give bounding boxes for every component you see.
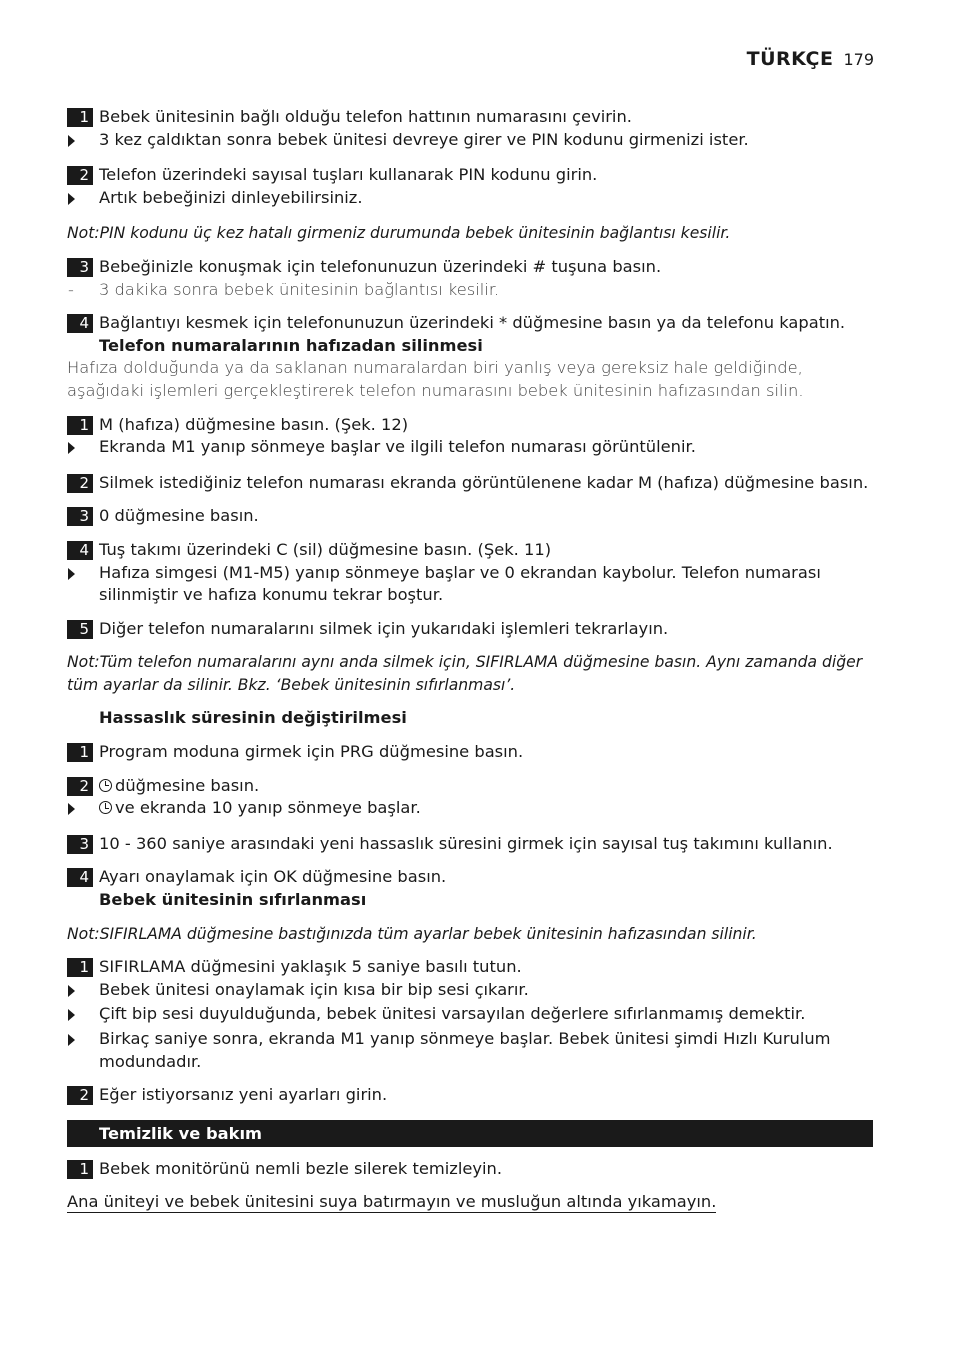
result-item (67, 1003, 873, 1028)
item-text: Bebek ünitesi onaylamak için kısa bir bip sesi çıkarır. (99, 979, 529, 999)
step-item (67, 256, 873, 279)
item-text-wrap (99, 256, 873, 279)
item-text-wrap (99, 414, 873, 437)
step-number: 4 (67, 314, 93, 333)
result-item (67, 129, 873, 154)
result-arrow-icon (67, 979, 99, 1004)
spacer (67, 822, 873, 833)
item-text: Eğer istiyorsanız yeni ayarları girin. (99, 1085, 388, 1105)
spacer (67, 912, 873, 923)
step-number-badge (67, 1084, 99, 1107)
paragraph: Hafıza dolduğunda ya da saklanan numaralardan biri yanlış veya gereksiz hale geldiğinde, aşağıdaki işlemleri gerçekleştirerek telefon numarasını bebek ünitesinin hafızasından silin. (67, 358, 804, 400)
step-item (67, 956, 873, 979)
step-number-badge (67, 312, 99, 335)
item-text: Artık bebeğinizi dinleyebilirsiniz. (99, 187, 363, 207)
item-text: Bebek monitörünü nemli bezle silerek temizleyin. (99, 1158, 503, 1178)
step-number: 2 (67, 166, 93, 185)
result-arrow-icon (67, 1028, 99, 1053)
page-header (747, 48, 874, 70)
item-text-wrap (99, 618, 873, 641)
clock-icon (99, 801, 112, 814)
result-item (67, 436, 873, 461)
step-number: 1 (67, 958, 93, 977)
step-number: 2 (67, 1086, 93, 1105)
spacer (67, 211, 873, 222)
step-number-badge (67, 956, 99, 979)
warning-paragraph (67, 1191, 873, 1214)
spacer (67, 301, 873, 312)
step-number: 1 (67, 416, 93, 435)
item-text: 3 kez çaldıktan sonra bebek ünitesi devreye girer ve PIN kodunu girmenizi ister. (99, 129, 749, 149)
result-arrow-icon (67, 562, 99, 587)
result-item (67, 1028, 873, 1073)
step-number: 3 (67, 507, 93, 526)
result-item (67, 979, 873, 1004)
arrow-icon (68, 803, 75, 815)
spacer (67, 855, 873, 866)
step-number: 2 (67, 777, 93, 796)
step-item (67, 1158, 873, 1181)
manual-content (67, 106, 873, 1214)
item-text-wrap (99, 187, 873, 210)
item-text: Tuş takımı üzerindeki C (sil) düğmesine basın. (Şek. 11) (99, 539, 552, 559)
item-text: Çift bip sesi duyulduğunda, bebek ünitesi varsayılan değerlere sıfırlanmamış demektir. (99, 1004, 806, 1024)
step-number: 2 (67, 474, 93, 493)
arrow-icon (68, 193, 75, 205)
item-text: SIFIRLAMA düğmesini yaklaşık 5 saniye basılı tutun. (99, 957, 522, 977)
note-text: Not:Tüm telefon numaralarını aynı anda silmek için, SIFIRLAMA düğmesine basın. Aynı zamanda diğer tüm ayarlar da silinir. Bkz. ‘Bebek ünitesinin sıfırlanması’. (67, 653, 863, 694)
spacer (67, 461, 873, 472)
step-item (67, 312, 873, 335)
arrow-icon (68, 1009, 75, 1021)
step-item (67, 833, 873, 856)
item-text-wrap (99, 1028, 873, 1073)
spacer (67, 1147, 873, 1158)
step-number-badge (67, 472, 99, 495)
step-number-badge (67, 505, 99, 528)
item-text: Birkaç saniye sonra, ekranda M1 yanıp sönmeye başlar. Bebek ünitesi şimdi Hızlı Kurulum modundadır. (99, 1029, 831, 1071)
result-arrow-icon (67, 1003, 99, 1028)
result-item (67, 187, 873, 212)
step-item (67, 164, 873, 187)
step-item (67, 472, 873, 495)
step-number-badge (67, 1158, 99, 1181)
item-text: Bebeğinizle konuşmak için telefonunuzun üzerindeki # tuşuna basın. (99, 256, 662, 276)
spacer (67, 1073, 873, 1084)
spacer (67, 403, 873, 414)
warning-text: Ana üniteyi ve bebek ünitesini suya batırmayın ve musluğun altında yıkamayın. (67, 1192, 717, 1212)
result-arrow-icon (67, 436, 99, 461)
item-text-wrap (99, 472, 873, 495)
language-label: TÜRKÇE (746, 48, 834, 70)
item-text: Telefon üzerindeki sayısal tuşları kullanarak PIN kodunu girin. (99, 165, 598, 185)
item-text-wrap (99, 539, 873, 562)
result-arrow-icon (67, 129, 99, 154)
step-number-badge (67, 618, 99, 641)
spacer (67, 1180, 873, 1191)
item-text-wrap (99, 797, 873, 820)
item-text: 10 - 360 saniye arasındaki yeni hassaslık süresini girmek için sayısal tuş takımını kullanın. (99, 833, 833, 853)
subsection-heading: Telefon numaralarının hafızadan silinmesi (99, 335, 483, 355)
step-number: 5 (67, 620, 93, 639)
item-text: Program moduna girmek için PRG düğmesine basın. (99, 742, 524, 762)
item-text-wrap (99, 106, 873, 129)
item-text: 3 dakika sonra bebek ünitesinin bağlantısı kesilir. (99, 279, 500, 299)
item-text: Silmek istediğiniz telefon numarası ekranda görüntülenene kadar M (hafıza) düğmesine basın. (99, 472, 869, 492)
step-number: 1 (67, 108, 93, 127)
step-number: 1 (67, 743, 93, 762)
result-item (67, 797, 873, 822)
clock-icon (99, 779, 112, 792)
result-arrow-icon (67, 187, 99, 212)
spacer (67, 764, 873, 775)
step-number-badge (67, 164, 99, 187)
item-text: Ekranda M1 yanıp sönmeye başlar ve ilgili telefon numarası görüntülenir. (99, 437, 696, 457)
item-text-wrap (99, 866, 873, 889)
item-text-wrap (99, 505, 873, 528)
step-number-badge (67, 741, 99, 764)
item-text: M (hafıza) düğmesine basın. (Şek. 12) (99, 414, 409, 434)
step-number-badge (67, 256, 99, 279)
dash-icon: - (68, 279, 74, 299)
step-item (67, 1084, 873, 1107)
arrow-icon (68, 442, 75, 454)
item-text: Ayarı onaylamak için OK düğmesine basın. (99, 867, 447, 887)
item-text-wrap (99, 312, 873, 335)
spacer (67, 696, 873, 707)
spacer (67, 730, 873, 741)
arrow-icon (68, 568, 75, 580)
item-text-wrap (99, 279, 873, 302)
item-text-wrap (99, 1158, 873, 1181)
spacer (67, 153, 873, 164)
section-heading: Temizlik ve bakım (67, 1120, 873, 1147)
item-text: Hafıza simgesi (M1-M5) yanıp sönmeye başlar ve 0 ekrandan kaybolur. Telefon numarası silinmiştir ve hafıza konumu tekrar boştur. (99, 562, 821, 605)
item-text: ve ekranda 10 yanıp sönmeye başlar. (115, 798, 421, 818)
step-number: 1 (67, 1160, 93, 1179)
spacer (67, 494, 873, 505)
spacer (67, 945, 873, 956)
step-number: 4 (67, 541, 93, 560)
item-text-wrap (99, 436, 873, 459)
step-number-badge (67, 866, 99, 889)
subsection-heading: Bebek ünitesinin sıfırlanması (99, 890, 367, 910)
info-item (67, 279, 873, 302)
step-number-badge (67, 106, 99, 129)
spacer (67, 1107, 873, 1118)
result-item (67, 562, 873, 607)
item-text: düğmesine basın. (115, 775, 260, 795)
item-text-wrap (99, 562, 873, 607)
item-text-wrap (99, 1003, 873, 1026)
step-number-badge (67, 833, 99, 856)
step-number-badge (67, 539, 99, 562)
step-number: 3 (67, 835, 93, 854)
step-number-badge (67, 414, 99, 437)
item-text-wrap (99, 129, 873, 152)
step-item (67, 775, 873, 798)
item-text: Bebek ünitesinin bağlı olduğu telefon hattının numarasını çevirin. (99, 107, 632, 126)
subsection-heading: Hassaslık süresinin değiştirilmesi (99, 708, 407, 728)
item-text: Diğer telefon numaralarını silmek için yukarıdaki işlemleri tekrarlayın. (99, 618, 669, 638)
spacer (67, 607, 873, 618)
arrow-icon (68, 985, 75, 997)
item-text: Bağlantıyı kesmek için telefonunuzun üzerindeki * düğmesine basın ya da telefonu kapatın. (99, 313, 846, 333)
arrow-icon (68, 135, 75, 147)
note-text: Not:SIFIRLAMA düğmesine bastığınızda tüm ayarlar bebek ünitesinin hafızasından silinir. (67, 924, 757, 943)
spacer (67, 245, 873, 256)
result-arrow-icon (67, 797, 99, 822)
item-text-wrap (99, 741, 873, 764)
item-text-wrap (99, 164, 873, 187)
item-text-wrap (99, 979, 873, 1002)
note-text: Not:PIN kodunu üç kez hatalı girmeniz durumunda bebek ünitesinin bağlantısı kesilir. (67, 224, 731, 243)
spacer (67, 640, 873, 651)
spacer (67, 528, 873, 539)
page-number: 179 (843, 50, 874, 69)
step-item (67, 741, 873, 764)
step-item (67, 866, 873, 889)
step-number-badge (67, 775, 99, 798)
step-item (67, 414, 873, 437)
item-text-wrap (99, 833, 873, 856)
step-item (67, 539, 873, 562)
step-item (67, 505, 873, 528)
item-text-wrap (99, 956, 873, 979)
item-text-wrap (99, 1084, 873, 1107)
item-text-wrap (99, 775, 873, 798)
dash-bullet (67, 279, 99, 302)
step-number: 3 (67, 258, 93, 277)
step-item (67, 106, 873, 129)
step-number: 4 (67, 868, 93, 887)
step-item (67, 618, 873, 641)
item-text: 0 düğmesine basın. (99, 506, 259, 526)
arrow-icon (68, 1034, 75, 1046)
